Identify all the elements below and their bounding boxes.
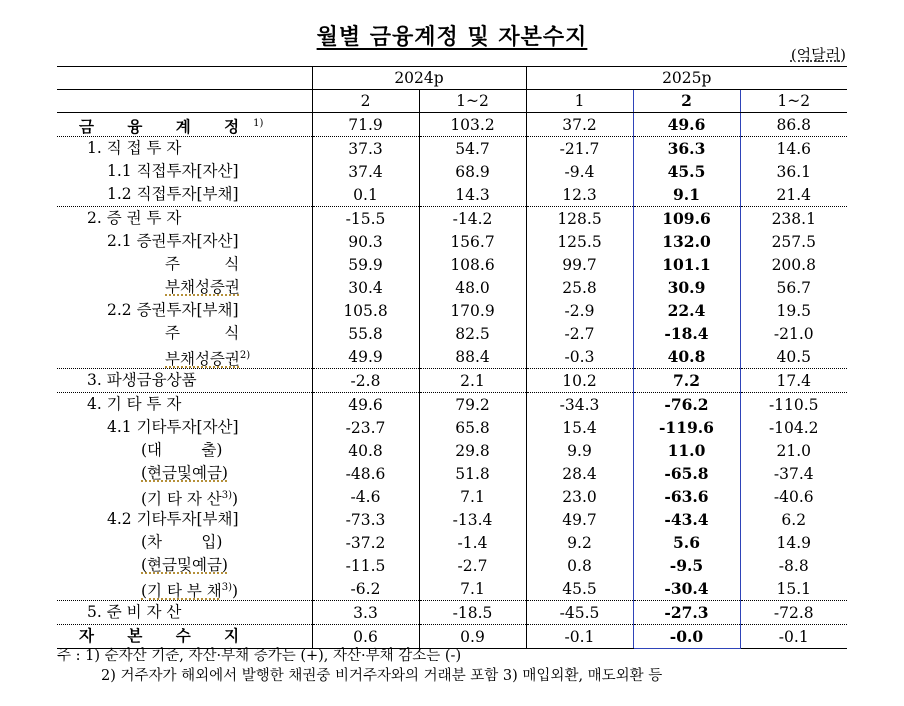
footnote-marker: 1) [253, 118, 264, 129]
value-cell: -13.4 [419, 508, 526, 531]
row-label-text: 부채성증권 [165, 350, 240, 369]
row-label [57, 531, 312, 554]
value-cell: 12.3 [526, 183, 633, 207]
table-row [57, 276, 847, 299]
table-row [57, 625, 847, 649]
value-cell-highlight: -119.6 [633, 416, 740, 439]
page-title: 월별 금융계정 및 자본수지 [316, 24, 588, 50]
unit-label: (억달러) [790, 46, 846, 64]
row-label-text: 4. 기 타 투 자 [87, 395, 182, 413]
value-cell: 14.9 [740, 531, 847, 554]
table-row [57, 554, 847, 577]
row-label-text: 4.2 기타투자[부채] [107, 510, 239, 528]
header-col: 1~2 [419, 90, 526, 113]
value-cell-highlight: 132.0 [633, 230, 740, 253]
value-cell: -1.4 [419, 531, 526, 554]
value-cell: 51.8 [419, 462, 526, 485]
header-col: 2 [312, 90, 419, 113]
value-cell: -6.2 [312, 577, 419, 601]
value-cell: 6.2 [740, 508, 847, 531]
value-cell: 14.6 [740, 137, 847, 161]
value-cell: 28.4 [526, 462, 633, 485]
row-label-text: (차 입) [141, 533, 223, 551]
value-cell: 0.1 [312, 183, 419, 207]
value-cell: 14.3 [419, 183, 526, 207]
value-cell: 170.9 [419, 299, 526, 322]
value-cell-highlight: 5.6 [633, 531, 740, 554]
row-label [57, 276, 312, 299]
value-cell: -45.5 [526, 601, 633, 625]
value-cell: 9.2 [526, 531, 633, 554]
row-label [57, 183, 312, 207]
value-cell: -8.8 [740, 554, 847, 577]
value-cell: 9.9 [526, 439, 633, 462]
value-cell: 23.0 [526, 485, 633, 508]
value-cell: 0.9 [419, 625, 526, 649]
value-cell-highlight: -9.5 [633, 554, 740, 577]
value-cell: 7.1 [419, 485, 526, 508]
row-label-text: 2.1 증권투자[자산] [107, 232, 239, 250]
value-cell: -48.6 [312, 462, 419, 485]
footnotes [57, 646, 662, 686]
row-label [57, 160, 312, 183]
value-cell-highlight: -63.6 [633, 485, 740, 508]
row-label [57, 554, 312, 577]
row-label [57, 462, 312, 485]
value-cell: 82.5 [419, 322, 526, 345]
row-label-text: 금 융 계 정 [79, 117, 254, 137]
table-row [57, 230, 847, 253]
value-cell: -11.5 [312, 554, 419, 577]
row-label [57, 625, 312, 649]
header-row-years [57, 67, 847, 90]
value-cell: -0.3 [526, 345, 633, 369]
row-label-text: (대 출) [141, 441, 223, 459]
value-cell: 36.1 [740, 160, 847, 183]
value-cell-highlight: 22.4 [633, 299, 740, 322]
table-row [57, 345, 847, 369]
value-cell: 79.2 [419, 393, 526, 417]
value-cell: 30.4 [312, 276, 419, 299]
table-row [57, 577, 847, 601]
value-cell: -2.9 [526, 299, 633, 322]
value-cell: 125.5 [526, 230, 633, 253]
row-label-text: (기 타 부 채 [141, 582, 222, 601]
value-cell-highlight: -0.0 [633, 625, 740, 649]
value-cell-highlight: 7.2 [633, 369, 740, 393]
value-cell: 108.6 [419, 253, 526, 276]
value-cell: 49.6 [312, 393, 419, 417]
value-cell: 55.8 [312, 322, 419, 345]
table-row [57, 207, 847, 231]
value-cell: -15.5 [312, 207, 419, 231]
value-cell: 15.1 [740, 577, 847, 601]
table-row [57, 393, 847, 417]
row-label [57, 601, 312, 625]
value-cell: 68.9 [419, 160, 526, 183]
value-cell-highlight: 9.1 [633, 183, 740, 207]
value-cell: 238.1 [740, 207, 847, 231]
value-cell: -21.7 [526, 137, 633, 161]
value-cell: -72.8 [740, 601, 847, 625]
value-cell-highlight: -27.3 [633, 601, 740, 625]
value-cell: 17.4 [740, 369, 847, 393]
value-cell-highlight: 49.6 [633, 113, 740, 137]
value-cell: -2.7 [419, 554, 526, 577]
row-label [57, 369, 312, 393]
value-cell: -110.5 [740, 393, 847, 417]
row-label-text: 2.2 증권투자[부채] [107, 301, 239, 319]
value-cell: 21.4 [740, 183, 847, 207]
header-col-highlight: 2 [633, 90, 740, 113]
value-cell: 10.2 [526, 369, 633, 393]
footnote-marker: 3) [221, 582, 232, 593]
table-row [57, 253, 847, 276]
value-cell: 88.4 [419, 345, 526, 369]
row-label-text: (현금및예금) [141, 464, 228, 482]
row-label-text: 부채성증권 [165, 278, 240, 296]
value-cell-highlight: 30.9 [633, 276, 740, 299]
value-cell-highlight: 36.3 [633, 137, 740, 161]
value-cell-highlight: 11.0 [633, 439, 740, 462]
table-row [57, 322, 847, 345]
footnote-line-1: 주 : 1) 순자산 기준, 자산·부채 증가는 (+), 자산·부채 감소는 (-) [57, 648, 462, 664]
value-cell: 3.3 [312, 601, 419, 625]
value-cell: 0.6 [312, 625, 419, 649]
value-cell-highlight: -30.4 [633, 577, 740, 601]
row-label [57, 113, 312, 137]
header-year-2025: 2025p [526, 67, 847, 90]
table-row [57, 485, 847, 508]
row-label [57, 207, 312, 231]
financial-account-table [57, 66, 847, 649]
row-label-text: 1.1 직접투자[자산] [107, 162, 239, 180]
row-label-text: 주 식 [165, 324, 240, 342]
value-cell: -2.7 [526, 322, 633, 345]
row-label-text: 5. 준 비 자 산 [87, 603, 182, 621]
row-label-text: 3. 파생금융상품 [87, 371, 197, 389]
footnote-line-2: 2) 거주자가 해외에서 발행한 채권중 비거주자와의 거래분 포함 3) 매입외환, 매도외환 등 [101, 668, 663, 684]
value-cell: 71.9 [312, 113, 419, 137]
header-col: 1~2 [740, 90, 847, 113]
table-row [57, 137, 847, 161]
value-cell: -73.3 [312, 508, 419, 531]
table-row [57, 601, 847, 625]
value-cell: -23.7 [312, 416, 419, 439]
table-row [57, 183, 847, 207]
row-label-text: 4.1 기타투자[자산] [107, 418, 239, 436]
value-cell: -4.6 [312, 485, 419, 508]
value-cell: 257.5 [740, 230, 847, 253]
value-cell: 59.9 [312, 253, 419, 276]
value-cell-highlight: 45.5 [633, 160, 740, 183]
row-label-text: (현금및예금) [141, 556, 228, 574]
row-label-text: (기 타 자 산 [141, 490, 222, 509]
value-cell-highlight: -18.4 [633, 322, 740, 345]
footnote-marker: 3) [221, 490, 232, 501]
value-cell: 48.0 [419, 276, 526, 299]
row-label-text: 자 본 수 지 [79, 626, 254, 645]
value-cell: -0.1 [526, 625, 633, 649]
value-cell: 40.5 [740, 345, 847, 369]
value-cell: -104.2 [740, 416, 847, 439]
row-label [57, 416, 312, 439]
table-row [57, 439, 847, 462]
value-cell: -14.2 [419, 207, 526, 231]
value-cell: -40.6 [740, 485, 847, 508]
row-label-tail: ) [232, 582, 239, 601]
value-cell-highlight: 40.8 [633, 345, 740, 369]
value-cell: -0.1 [740, 625, 847, 649]
footnote-marker: 2) [239, 350, 251, 361]
value-cell: 15.4 [526, 416, 633, 439]
table-row [57, 462, 847, 485]
header-year-2024: 2024p [312, 67, 526, 90]
value-cell-highlight: 109.6 [633, 207, 740, 231]
table-row [57, 531, 847, 554]
value-cell-highlight: -65.8 [633, 462, 740, 485]
value-cell-highlight: -76.2 [633, 393, 740, 417]
value-cell: 19.5 [740, 299, 847, 322]
value-cell: -37.4 [740, 462, 847, 485]
value-cell: -18.5 [419, 601, 526, 625]
value-cell: 99.7 [526, 253, 633, 276]
value-cell: 2.1 [419, 369, 526, 393]
header-row-months [57, 90, 847, 113]
table-row [57, 113, 847, 137]
value-cell-highlight: -43.4 [633, 508, 740, 531]
value-cell: 65.8 [419, 416, 526, 439]
value-cell: 49.9 [312, 345, 419, 369]
value-cell: -2.8 [312, 369, 419, 393]
value-cell: 37.2 [526, 113, 633, 137]
value-cell: -21.0 [740, 322, 847, 345]
row-label-tail: ) [232, 490, 239, 509]
row-label [57, 299, 312, 322]
row-label [57, 345, 312, 369]
row-label [57, 393, 312, 417]
row-label-text: 2. 증 권 투 자 [87, 209, 182, 227]
value-cell: 21.0 [740, 439, 847, 462]
value-cell: 49.7 [526, 508, 633, 531]
table-row [57, 299, 847, 322]
row-label-text: 주 식 [165, 255, 240, 273]
row-label [57, 137, 312, 161]
value-cell: 25.8 [526, 276, 633, 299]
value-cell: 105.8 [312, 299, 419, 322]
value-cell: 54.7 [419, 137, 526, 161]
value-cell: 200.8 [740, 253, 847, 276]
value-cell: 29.8 [419, 439, 526, 462]
value-cell: 0.8 [526, 554, 633, 577]
value-cell: 86.8 [740, 113, 847, 137]
value-cell: 56.7 [740, 276, 847, 299]
value-cell: 7.1 [419, 577, 526, 601]
value-cell: 40.8 [312, 439, 419, 462]
row-label [57, 508, 312, 531]
value-cell: -34.3 [526, 393, 633, 417]
row-label-text: 1.2 직접투자[부채] [107, 185, 239, 203]
value-cell: 103.2 [419, 113, 526, 137]
table-row [57, 369, 847, 393]
row-label [57, 230, 312, 253]
row-label-text: 1. 직 접 투 자 [87, 139, 182, 157]
value-cell: -37.2 [312, 531, 419, 554]
value-cell: 90.3 [312, 230, 419, 253]
value-cell-highlight: 101.1 [633, 253, 740, 276]
header-col: 1 [526, 90, 633, 113]
value-cell: 37.4 [312, 160, 419, 183]
table-row [57, 508, 847, 531]
value-cell: 45.5 [526, 577, 633, 601]
row-label [57, 485, 312, 508]
row-label [57, 322, 312, 345]
row-label [57, 253, 312, 276]
value-cell: 128.5 [526, 207, 633, 231]
row-label [57, 577, 312, 601]
row-label [57, 439, 312, 462]
table-row [57, 416, 847, 439]
value-cell: -9.4 [526, 160, 633, 183]
table-row [57, 160, 847, 183]
value-cell: 37.3 [312, 137, 419, 161]
value-cell: 156.7 [419, 230, 526, 253]
